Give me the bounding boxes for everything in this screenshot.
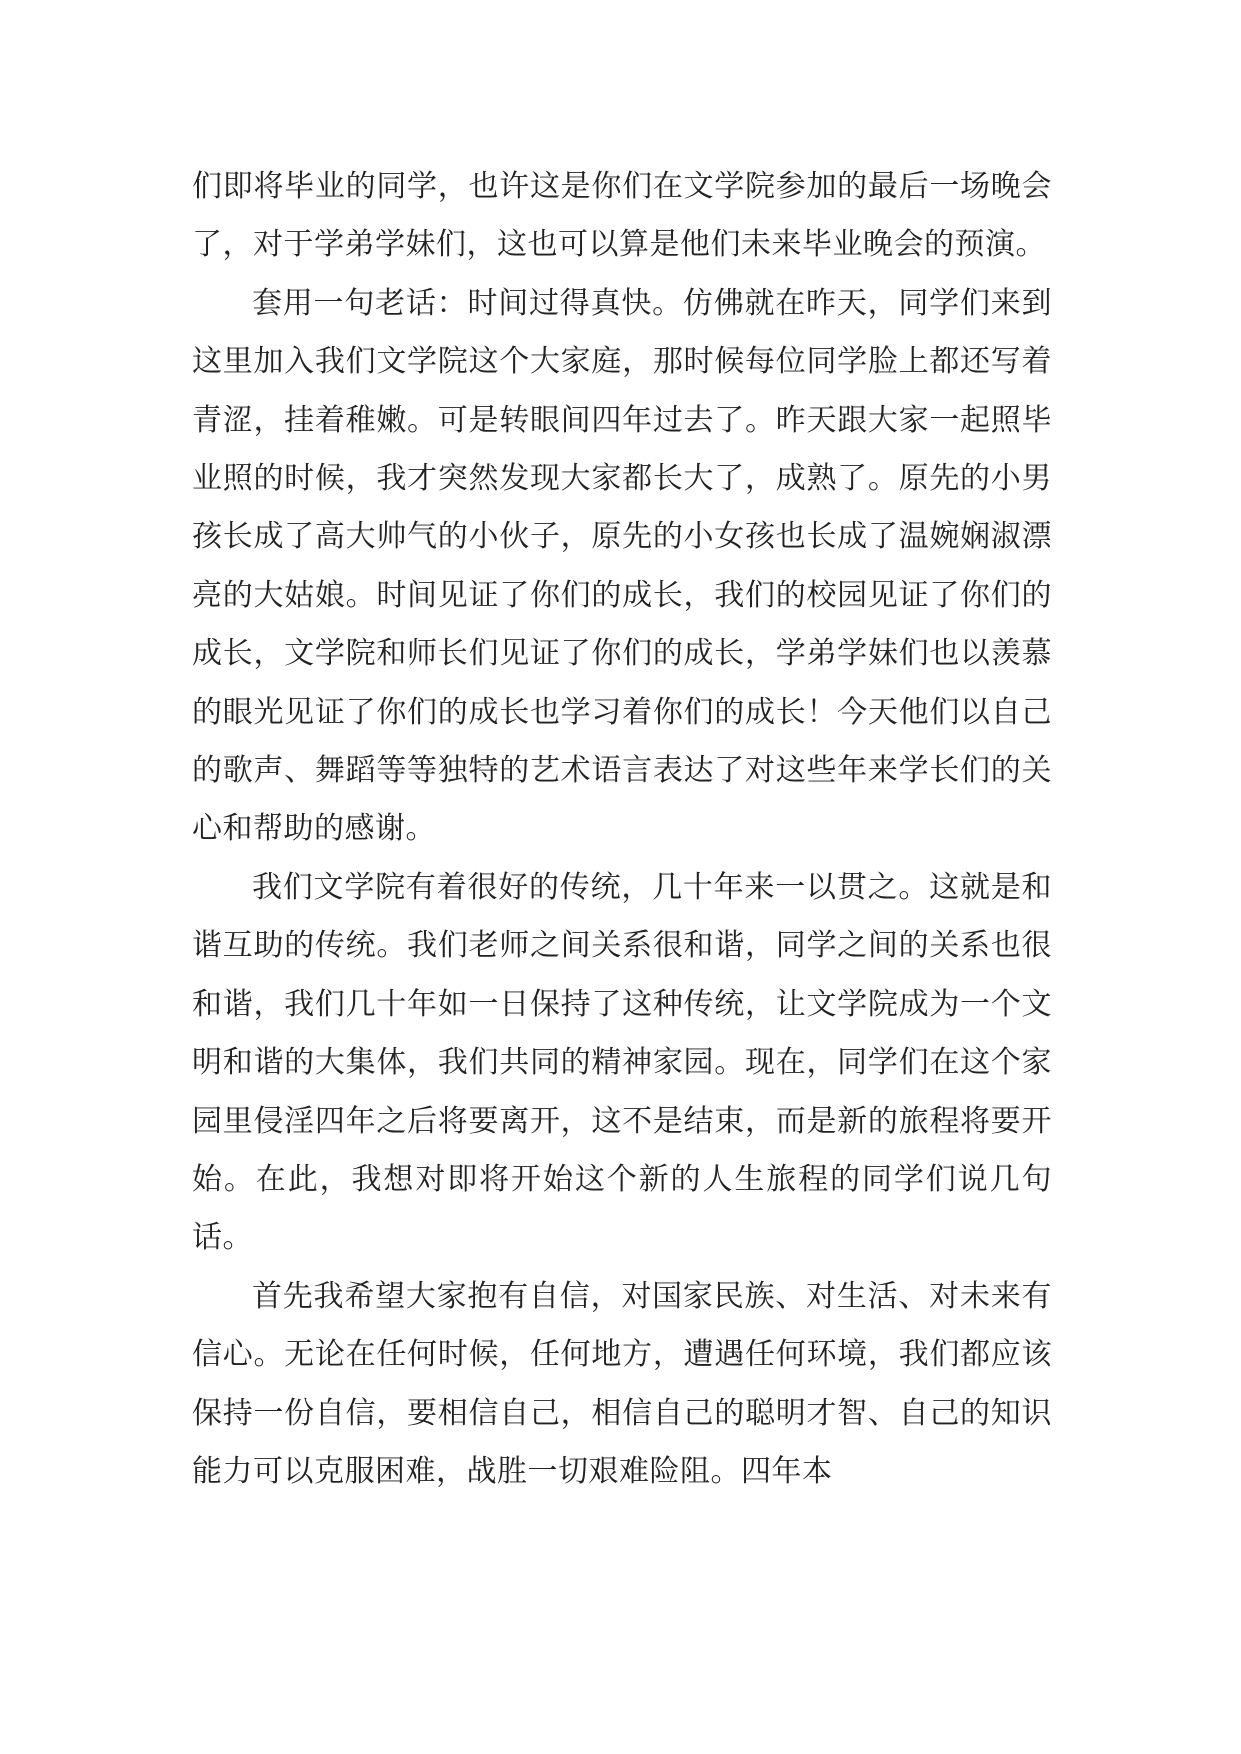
paragraph-3: 我们文学院有着很好的传统，几十年来一以贯之。这就是和谐互助的传统。我们老师之间关系很和谐，同学之间的关系也很和谐，我们几十年如一日保持了这种传统，让文学院成为一个文明和谐的大集体，我们共同的精神家园。现在，同学们在这个家园里侵淫四年之后将要离开，这不是结束，而是新的旅程将要开始。在此，我想对即将开始这个新的人生旅程的同学们说几句话。: [192, 869, 1052, 1256]
paragraph-1: 们即将毕业的同学，也许这是你们在文学院参加的最后一场晚会了，对于学弟学妹们，这也可以算是他们未来毕业晚会的预演。: [192, 169, 1052, 263]
paragraph-2: 套用一句老话：时间过得真快。仿佛就在昨天，同学们来到这里加入我们文学院这个大家庭，那时候每位同学脸上都还写着青涩，挂着稚嫩。可是转眼间四年过去了。昨天跟大家一起照毕业照的时候，我才突然发现大家都长大了，成熟了。原先的小男孩长成了高大帅气的小伙子，原先的小女孩也长成了温婉娴淑漂亮的大姑娘。时间见证了你们的成长，我们的校园见证了你们的成长，文学院和师长们见证了你们的成长，学弟学妹们也以羡慕的眼光见证了你们的成长也学习着你们的成长！今天他们以自己的歌声、舞蹈等等独特的艺术语言表达了对这些年来学长们的关心和帮助的感谢。: [192, 285, 1052, 847]
document-body: [192, 158, 1052, 1501]
paragraph-4: 首先我希望大家抱有自信，对国家民族、对生活、对未来有信心。无论在任何时候，任何地方，遭遇任何环境，我们都应该保持一份自信，要相信自己，相信自己的聪明才智、自己的知识能力可以克服困难，战胜一切艰难险阻。四年本: [192, 1278, 1052, 1489]
